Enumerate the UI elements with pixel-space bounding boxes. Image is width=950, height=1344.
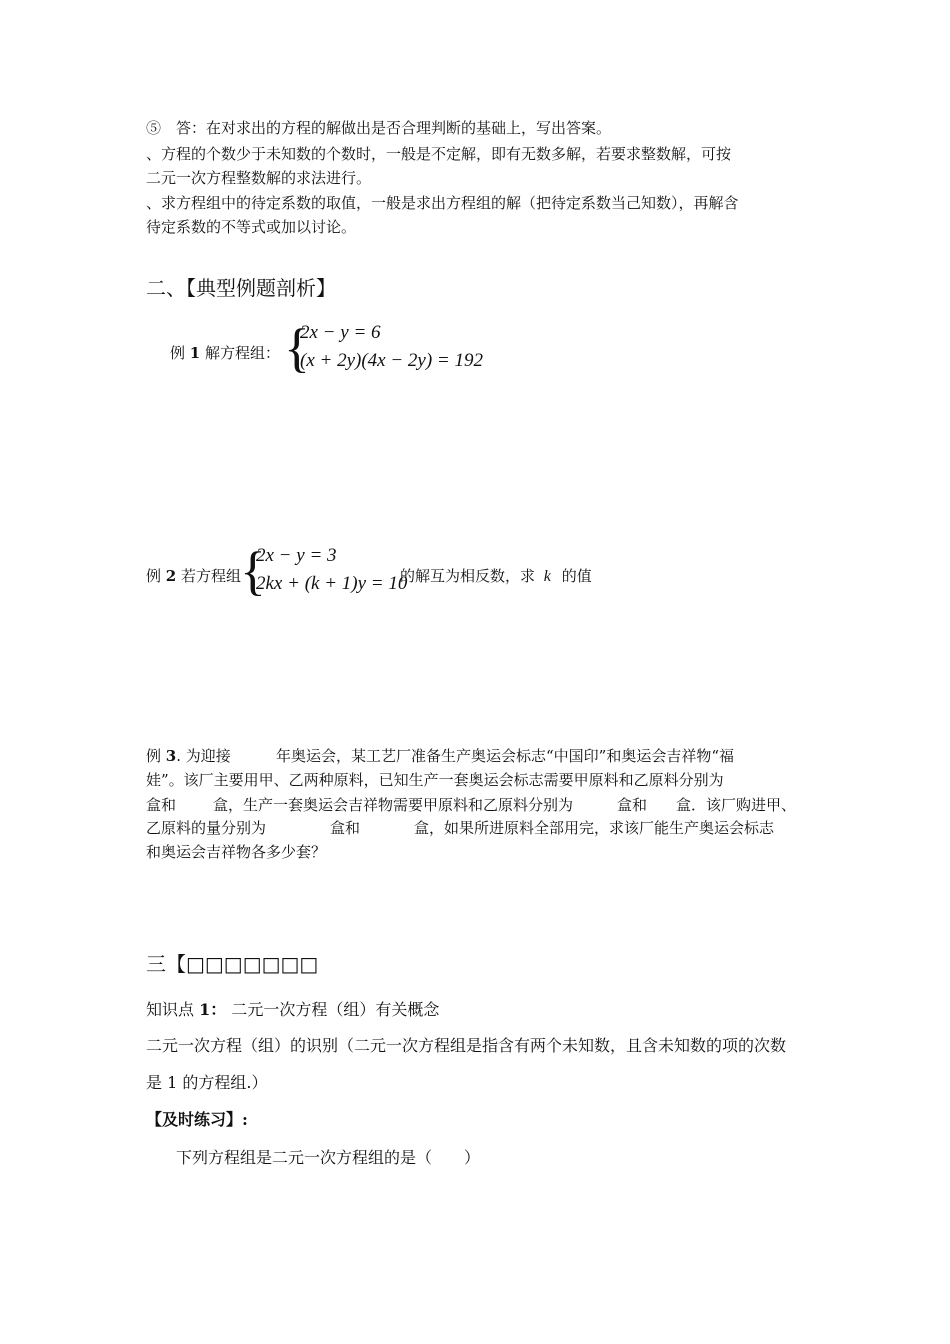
example-3-line [146,746,231,766]
example-text: 娃”。该厂主要用甲、乙两种原料，已知生产一套奥运会标志需要甲原料和乙原料分别为 [146,771,724,789]
knowledge-title-text: 二元一次方程（组）有关概念 [231,1000,440,1019]
example-1-label [170,343,280,363]
equation-1: 2x − y = 3 [256,545,337,566]
left-brace: { [284,318,310,378]
example-text: 盒和 [146,796,177,814]
knowledge-title [146,1000,439,1020]
example-label-text: 例 [146,567,162,585]
example-number: 2 [165,567,177,585]
text-line: 、方程的个数少于未知数的个数时，一般是不定解，即有无数多解，若要求整数解，可按 [146,145,732,163]
example-number: 1 [189,344,201,362]
knowledge-number: 1 [199,1000,211,1019]
example-label-text: 解方程组： [205,344,281,362]
example-text: 盒．该厂购进甲、 [676,796,797,814]
text-line: 是 1 的方程组.） [146,1073,268,1092]
knowledge-title-text: 知识点 [146,1000,195,1019]
practice-heading: 【及时练习】: [146,1110,248,1129]
question-text: 下列方程组是二元一次方程组的是（ ） [176,1148,481,1167]
example-text: 和奥运会吉祥物各多少套？ [146,843,327,861]
text-line: 待定系数的不等式或加以讨论。 [146,218,357,236]
example-text: 盒，生产一套奥运会吉祥物需要甲原料和乙原料分别为 [213,796,574,814]
example-text: 年奥运会，某工艺厂准备生产奥运会标志“中国印”和奥运会吉祥物“福 [276,747,735,765]
text-line: 、求方程组中的待定系数的取值，一般是求出方程组的解（把待定系数当己知数），再解含 [146,194,739,212]
example-number: 3 [165,747,177,765]
example-text: 盒和 [617,796,648,814]
example-text: 盒和 [330,819,361,837]
knowledge-colon: ： [210,1000,227,1019]
text-line: 二元一次方程（组）的识别（二元一次方程组是指含有两个未知数，且含未知数的项的次数 [146,1036,787,1055]
example-text: . 为迎接 [176,747,231,765]
example-label-text: 例 [170,344,186,362]
equation-2: 2kx + (k + 1)y = 10 [256,573,408,594]
example-label-text: 若方程组 [181,567,242,585]
section-heading: 三【□□□□□□□ [146,952,319,976]
variable-k: k [543,568,551,585]
example-text: 乙原料的量分别为 [146,819,267,837]
question-text: 的解互为相反数，求 [400,567,536,585]
question-text: 的值 [561,567,592,585]
example-text: 盒，如果所进原料全部用完，求该厂能生产奥运会标志 [414,819,775,837]
example-2-question [400,566,592,587]
text-line: ⑤ 答：在对求出的方程的解做出是否合理判断的基础上，写出答案。 [146,119,612,137]
equation-1: 2x − y = 6 [300,322,381,343]
example-2-label [146,566,241,586]
section-heading: 二、【典型例题剖析】 [146,276,336,300]
text-line: 二元一次方程整数解的求法进行。 [146,169,372,187]
example-label-text: 例 [146,747,162,765]
equation-2: (x + 2y)(4x − 2y) = 192 [300,350,484,371]
left-brace: { [240,541,266,601]
